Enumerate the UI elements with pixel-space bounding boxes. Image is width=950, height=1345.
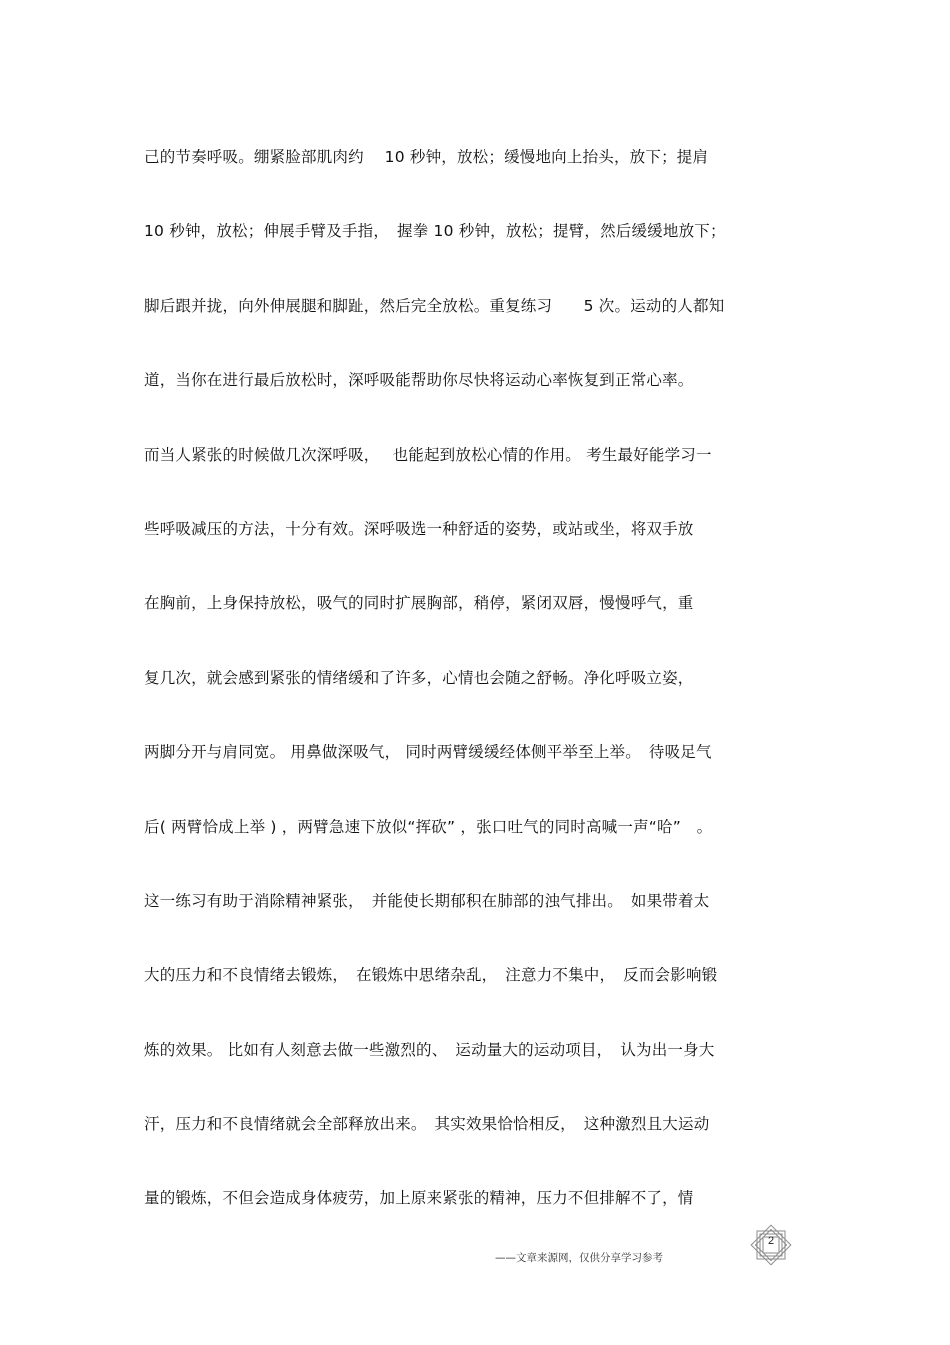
text-line: 汗，压力和不良情绪就会全部释放出来。 其实效果恰恰相反， 这种激烈且大运动 bbox=[144, 1115, 710, 1134]
text-line: 己的节奏呼吸。绷紧脸部肌肉约 10 秒钟，放松；缓慢地向上抬头，放下；提肩 bbox=[144, 148, 709, 166]
text-line: 脚后跟并拢，向外伸展腿和脚趾，然后完全放松。重复练习 5 次。运动的人都知 bbox=[144, 296, 725, 315]
text-line: 些呼吸减压的方法，十分有效。深呼吸选一种舒适的姿势，或站或坐，将双手放 bbox=[144, 519, 694, 538]
page-footer bbox=[0, 1222, 950, 1282]
page-number-badge bbox=[748, 1222, 794, 1268]
text-line: 量的锻炼，不但会造成身体疲劳，加上原来紧张的精神，压力不但排解不了，情 bbox=[144, 1189, 694, 1208]
text-line: 炼的效果。 比如有人刻意去做一些激烈的、 运动量大的运动项目， 认为出一身大 bbox=[144, 1040, 715, 1059]
text-line: 在胸前，上身保持放松，吸气的同时扩展胸部，稍停，紧闭双唇，慢慢呼气，重 bbox=[144, 594, 694, 613]
text-line: 大的压力和不良情绪去锻炼， 在锻炼中思绪杂乱， 注意力不集中， 反而会影响锻 bbox=[144, 966, 718, 985]
body-text bbox=[144, 141, 814, 1257]
page-number: 2 bbox=[767, 1235, 775, 1247]
text-line: 这一练习有助于消除精神紧张， 并能使长期郁积在肺部的浊气排出。 如果带着太 bbox=[144, 891, 710, 910]
text-line: 10 秒钟，放松；伸展手臂及手指， 握拳 10 秒钟，放松；提臂，然后缓缓地放下； bbox=[144, 222, 726, 241]
text-line: 道，当你在进行最后放松时，深呼吸能帮助你尽快将运动心率恢复到正常心率。 bbox=[144, 371, 694, 390]
text-line: 而当人紧张的时候做几次深呼吸， 也能起到放松心情的作用。 考生最好能学习一 bbox=[144, 445, 712, 464]
source-note: ——文章来源网，仅供分享学习参考 bbox=[495, 1252, 663, 1264]
text-line: 后( 两臂恰成上举 ) ，两臂急速下放似“挥砍” ，张口吐气的同时高喊一声“哈” 。 bbox=[144, 817, 713, 836]
text-line: 复几次，就会感到紧张的情绪缓和了许多，心情也会随之舒畅。净化呼吸立姿， bbox=[144, 668, 694, 687]
text-line: 两脚分开与肩同宽。 用鼻做深吸气， 同时两臂缓缓经体侧平举至上举。 待吸足气 bbox=[144, 743, 712, 762]
